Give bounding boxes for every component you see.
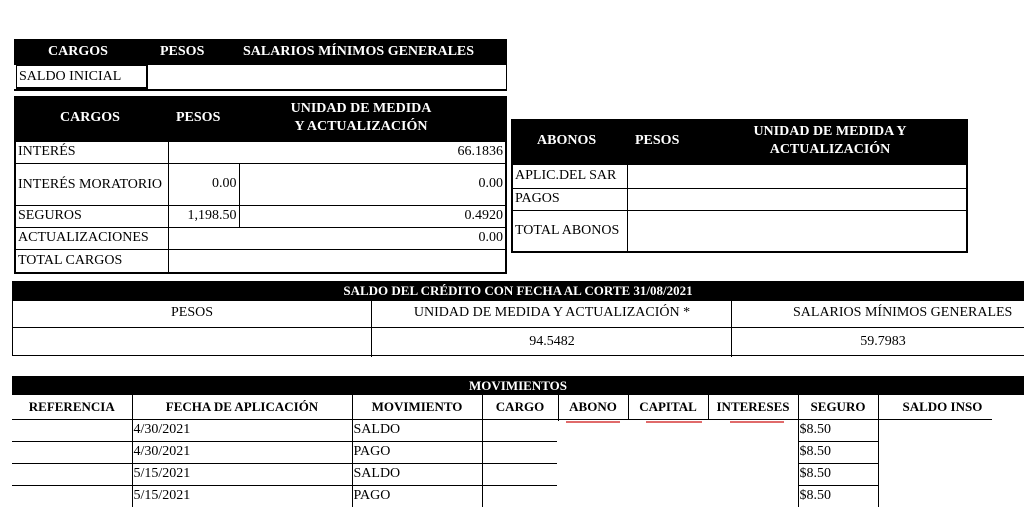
- mov-movimiento: PAGO: [352, 441, 482, 463]
- mov-cargo: [482, 463, 558, 485]
- table-row: [15, 227, 506, 249]
- mov-header-referencia: REFERENCIA: [12, 395, 132, 419]
- cargos-header-pesos: PESOS: [176, 110, 221, 125]
- mov-ref: [12, 441, 132, 463]
- table-row: [15, 141, 506, 163]
- mov-fecha: 4/30/2021: [132, 441, 352, 463]
- mov-cargo: [482, 441, 558, 463]
- cargo-label-actualizaciones: ACTUALIZACIONES: [15, 227, 169, 249]
- top-header-cargos: CARGOS: [48, 44, 108, 59]
- abonos-table: [511, 163, 968, 253]
- mov-seguro: $8.50: [798, 419, 878, 441]
- mov-header-saldo-inso: SALDO INSO: [902, 398, 983, 414]
- mov-fecha: 5/15/2021: [132, 463, 352, 485]
- mov-cargo: [482, 419, 558, 441]
- abonos-header-uma: UNIDAD DE MEDIDA Y ACTUALIZACIÓN: [753, 124, 907, 157]
- redaction-mark: [730, 421, 784, 423]
- cargo-pesos-moratorio: 0.00: [169, 163, 240, 205]
- cargo-label-interes: INTERÉS: [15, 141, 169, 163]
- cargos-header-uma: UNIDAD DE MEDIDA Y ACTUALIZACIÓN: [290, 101, 432, 134]
- redaction-block: [992, 418, 1024, 512]
- mov-movimiento: PAGO: [352, 485, 482, 507]
- cargo-uma-interes: 66.1836: [239, 141, 506, 163]
- table-row: [15, 205, 506, 227]
- cargo-pesos-interes: [169, 141, 240, 163]
- abonos-header-abonos: ABONOS: [537, 133, 597, 148]
- abono-uma-pagos: [696, 188, 967, 210]
- abonos-table-header: [511, 119, 968, 163]
- mov-header-movimiento: MOVIMIENTO: [352, 395, 482, 419]
- cargo-pesos-total: [169, 249, 240, 273]
- mov-fecha: 5/15/2021: [132, 485, 352, 507]
- table-row: [15, 163, 506, 205]
- cargo-uma-seguros: 0.4920: [239, 205, 506, 227]
- redaction-mark: [566, 421, 620, 423]
- cargo-uma-total: [239, 249, 506, 273]
- redaction-mark: [646, 421, 702, 423]
- mov-fecha: 4/30/2021: [132, 419, 352, 441]
- cargo-uma-moratorio: 0.00: [239, 163, 506, 205]
- mov-header-cargo: CARGO: [482, 395, 558, 419]
- saldo-val-salarios: 59.7983: [860, 334, 906, 349]
- saldo-inicial-label: SALDO INICIAL: [16, 65, 148, 89]
- abono-uma-sar: [696, 164, 967, 188]
- table-row: [512, 164, 967, 188]
- table-header-row: [12, 395, 1024, 419]
- saldo-val-uma: 94.5482: [529, 334, 575, 349]
- mov-seguro: $8.50: [798, 441, 878, 463]
- saldo-col-pesos: PESOS: [170, 305, 214, 320]
- movimientos-title: MOVIMIENTOS: [12, 376, 1024, 395]
- abono-pesos-sar: [628, 164, 697, 188]
- saldo-col-uma: UNIDAD DE MEDIDA Y ACTUALIZACIÓN *: [413, 305, 691, 320]
- abono-pesos-pagos: [628, 188, 697, 210]
- table-row: [12, 441, 1024, 463]
- mov-ref: [12, 463, 132, 485]
- mov-header-fecha: FECHA DE APLICACIÓN: [132, 395, 352, 419]
- mov-movimiento: SALDO: [352, 419, 482, 441]
- mov-header-intereses: INTERESES: [708, 395, 798, 419]
- table-row: [512, 188, 967, 210]
- top-header-pesos: PESOS: [160, 44, 205, 59]
- mov-seguro: $8.50: [798, 463, 878, 485]
- abono-label-pagos: PAGOS: [512, 188, 628, 210]
- cargo-uma-actualizaciones: 0.00: [239, 227, 506, 249]
- cargo-label-moratorio: INTERÉS MORATORIO: [15, 163, 169, 205]
- cargos-header-cargos: CARGOS: [60, 110, 120, 125]
- abono-label-sar: APLIC.DEL SAR: [512, 164, 628, 188]
- top-table-header: [14, 39, 507, 65]
- mov-movimiento: SALDO: [352, 463, 482, 485]
- cargo-label-total: TOTAL CARGOS: [15, 249, 169, 273]
- abono-label-total: TOTAL ABONOS: [512, 210, 628, 252]
- cargos-table: [14, 140, 507, 274]
- mov-ref: [12, 419, 132, 441]
- cargos-table-header: [14, 96, 507, 140]
- table-row: [512, 210, 967, 252]
- cargo-pesos-actualizaciones: [169, 227, 240, 249]
- table-row: [15, 249, 506, 273]
- movimientos-table: [12, 395, 1024, 507]
- saldo-col-salarios: SALARIOS MÍNIMOS GENERALES: [793, 305, 1013, 320]
- mov-header-abono: ABONO: [558, 395, 628, 419]
- mov-seguro: $8.50: [798, 485, 878, 507]
- table-row: [12, 419, 1024, 441]
- abono-pesos-total: [628, 210, 697, 252]
- cargo-pesos-seguros: 1,198.50: [169, 205, 240, 227]
- top-header-salarios: SALARIOS MÍNIMOS GENERALES: [243, 44, 475, 59]
- redaction-block: [557, 421, 797, 512]
- mov-header-capital: CAPITAL: [628, 395, 708, 419]
- saldo-credito-title: SALDO DEL CRÉDITO CON FECHA AL CORTE 31/08/2021: [12, 281, 1024, 300]
- abonos-header-pesos: PESOS: [635, 133, 680, 148]
- abono-uma-total: [696, 210, 967, 252]
- mov-cargo: [482, 485, 558, 507]
- mov-header-seguro: SEGURO: [798, 395, 878, 419]
- table-row: [12, 485, 1024, 507]
- mov-ref: [12, 485, 132, 507]
- cargo-label-seguros: SEGUROS: [15, 205, 169, 227]
- saldo-credito-table: [12, 300, 1024, 356]
- table-row: [12, 463, 1024, 485]
